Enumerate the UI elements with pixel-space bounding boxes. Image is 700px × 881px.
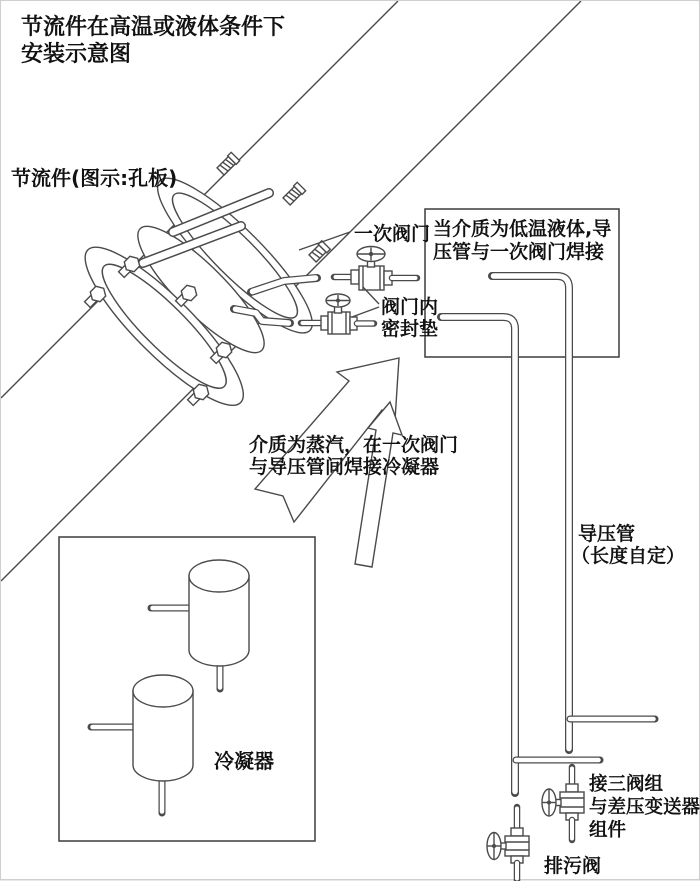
manifold-note-line2: 与差压变送器 bbox=[589, 797, 700, 818]
stud-thread-end bbox=[282, 182, 305, 205]
primary-valve-label: 一次阀门 bbox=[354, 223, 431, 245]
low-temp-note-line2: 压管与一次阀门焊接 bbox=[433, 241, 605, 263]
installation-diagram bbox=[1, 1, 700, 881]
manifold-note-line1: 接三阀组 bbox=[589, 774, 664, 795]
manifold-valve bbox=[542, 767, 584, 840]
title-line2: 安装示意图 bbox=[21, 42, 132, 67]
drain-valve bbox=[487, 807, 529, 880]
throttle-part-label: 节流件(图示:孔板) bbox=[11, 166, 178, 190]
title-line1: 节流件在高温或液体条件下 bbox=[21, 15, 286, 40]
gasket-leader-lower bbox=[352, 307, 379, 317]
valve-gasket-line1: 阀门内 bbox=[381, 296, 439, 318]
low-temp-note-line1: 当介质为低温液体,导 bbox=[433, 218, 612, 240]
steam-note-line2: 与导压管间焊接冷凝器 bbox=[249, 456, 440, 478]
condenser-cylinder-1 bbox=[151, 560, 249, 689]
steam-note-line1: 介质为蒸汽，在一次阀门 bbox=[249, 434, 459, 456]
impulse-pipe-right bbox=[492, 276, 569, 750]
impulse-pipe-label-line1: 导压管 bbox=[578, 523, 636, 545]
primary-valve-upper bbox=[334, 247, 417, 291]
manifold-note-line3: 组件 bbox=[589, 820, 627, 841]
drain-valve-label: 排污阀 bbox=[544, 855, 602, 877]
impulse-pipe-left bbox=[441, 317, 515, 793]
condenser-label: 冷凝器 bbox=[214, 749, 274, 773]
stud-thread-end bbox=[308, 241, 330, 263]
stud-thread-end bbox=[216, 152, 239, 175]
condenser-cylinder-2 bbox=[91, 675, 193, 813]
impulse-pipe-label-line2: （长度自定） bbox=[571, 545, 686, 567]
valve-gasket-line2: 密封垫 bbox=[381, 318, 439, 340]
